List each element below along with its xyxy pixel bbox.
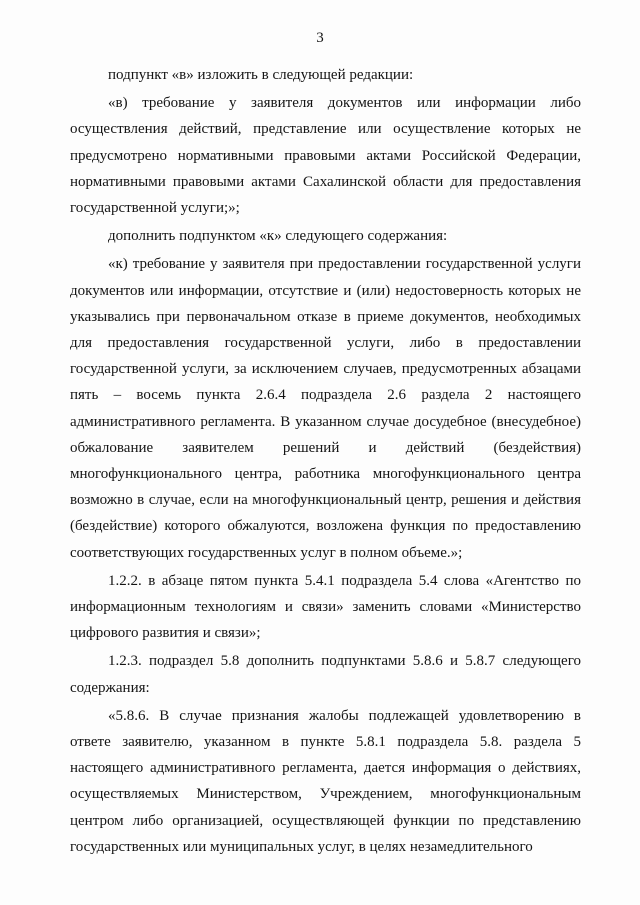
document-body	[70, 62, 581, 860]
page-number: 3	[316, 30, 324, 46]
paragraph-subpoint-v-text: «в) требование у заявителя документов или информации либо осуществления действий, представление или осуществление которых не предусмотрено нормативными правовыми актами Российской Федерации, нормативными правовыми актами Сахалинской области для предоставления государственной услуги;»;	[70, 95, 581, 217]
paragraph-item-1-2-2: 1.2.2. в абзаце пятом пункта 5.4.1 подраздела 5.4 слова «Агентство по информационным технологиям и связи» заменить словами «Министерство цифрового развития и связи»;	[70, 572, 581, 642]
paragraph-subpoint-k-intro: дополнить подпунктом «к» следующего содержания:	[108, 228, 448, 245]
paragraph-item-5-8-6: «5.8.6. В случае признания жалобы подлежащей удовлетворению в ответе заявителю, указанном в пункте 5.8.1 подраздела 5.8. раздела 5 настоящего административного регламента, дается информация о действиях, осуществляемых Министерством, Учреждением, многофункциональным центром либо организацией, осуществляющей функции по представлению государственных или муниципальных услуг, в целях незамедлительного	[70, 707, 581, 855]
paragraph-item-1-2-3: 1.2.3. подраздел 5.8 дополнить подпунктами 5.8.6 и 5.8.7 следующего содержания:	[70, 653, 581, 696]
paragraph-subpoint-v-intro: подпункт «в» изложить в следующей редакции:	[108, 67, 414, 83]
paragraph-subpoint-k-text: «к) требование у заявителя при предоставлении государственной услуги документов или информации, отсутствие и (или) недостоверность которых не указывались при первоначальном отказе в приеме документов, необходимых для предоставления государственной услуги, либо в предоставлении государственной услуги, за исключением случаев, предусмотренных абзацами пять – восемь пункта 2.6.4 подраздела 2.6 раздела 2 настоящего административного регламента. В указанном случае досудебное (внесудебное) обжалование заявителем решений и действий (бездействия) многофункционального центра, работника многофункционального центра возможно в случае, если на многофункциональный центр, решения и действия (бездействие) которого обжалуются, возложена функция по предоставлению соответствующих государственных услуг в полном объеме.»;	[70, 256, 581, 561]
